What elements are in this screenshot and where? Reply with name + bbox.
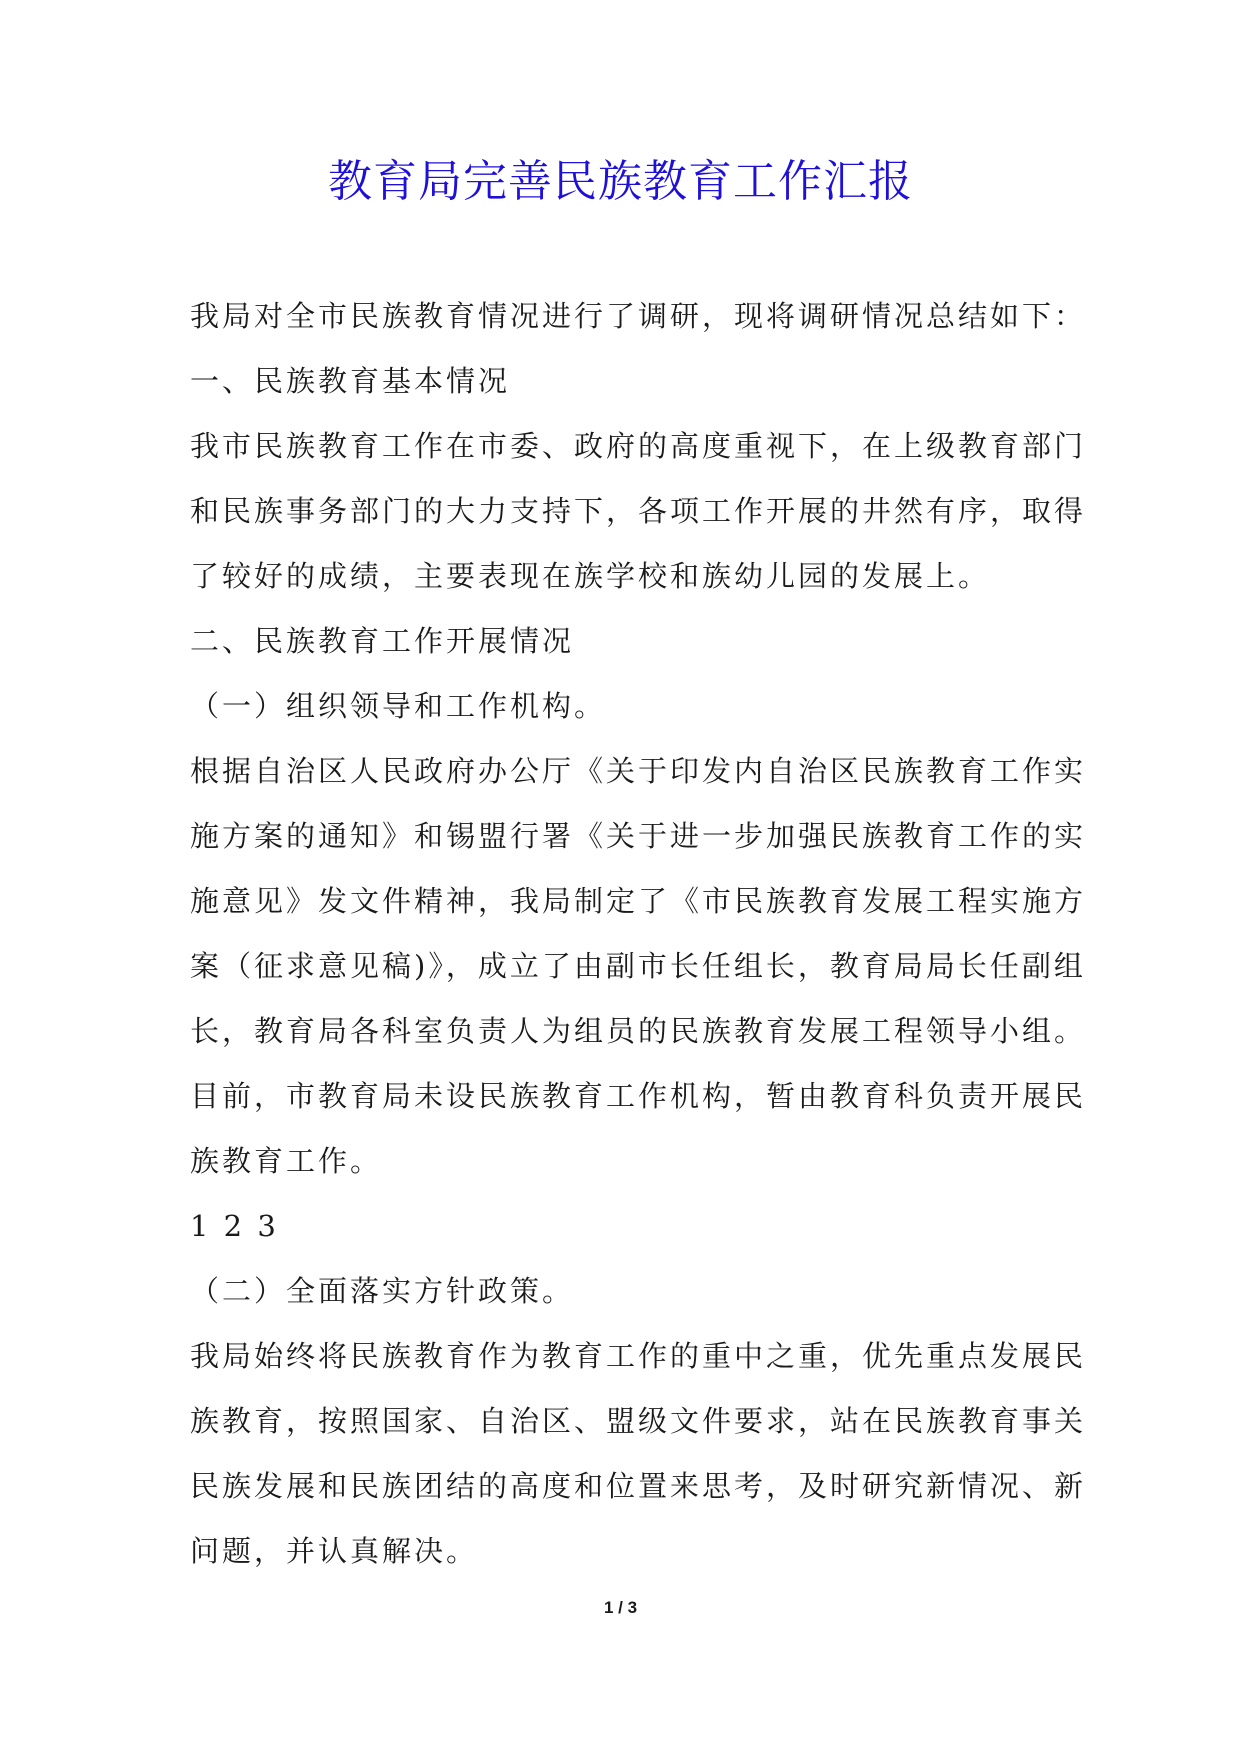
paragraph-line: 我局对全市民族教育情况进行了调研，现将调研情况总结如下： (190, 299, 1087, 333)
paragraph-line: 问题，并认真解决。 (190, 1534, 479, 1568)
paragraph-line: 了较好的成绩，主要表现在族学校和族幼儿园的发展上。 (190, 559, 991, 593)
document-body (190, 284, 1087, 1584)
document-title: 教育局完善民族教育工作汇报 (328, 156, 913, 207)
section-heading: 二、民族教育工作开展情况 (190, 624, 575, 658)
paragraph-line: 目前，市教育局未设民族教育工作机构，暂由教育科负责开展民 (190, 1079, 1087, 1113)
subsection-heading: （一）组织领导和工作机构。 (190, 689, 607, 723)
subsection-heading: （二）全面落实方针政策。 (190, 1274, 575, 1308)
paragraph-line: 我市民族教育工作在市委、政府的高度重视下，在上级教育部门 (190, 429, 1087, 463)
paragraph-line: 施方案的通知》和锡盟行署《关于进一步加强民族教育工作的实 (190, 819, 1087, 853)
paragraph-line: 族教育工作。 (190, 1144, 383, 1178)
paragraph-line: 施意见》发文件精神，我局制定了《市民族教育发展工程实施方 (190, 884, 1087, 918)
paragraph-line: 长，教育局各科室负责人为组员的民族教育发展工程领导小组。 (190, 1014, 1087, 1048)
page-indicator: 1 / 3 (603, 1598, 638, 1617)
paragraph-line: 族教育，按照国家、自治区、盟级文件要求，站在民族教育事关 (190, 1404, 1087, 1438)
section-heading: 一、民族教育基本情况 (190, 364, 511, 398)
paragraph-line: 我局始终将民族教育作为教育工作的重中之重，优先重点发展民 (190, 1339, 1087, 1373)
paragraph-line: 案（征求意见稿)》，成立了由副市长任组长，教育局局长任副组 (190, 949, 1086, 983)
paragraph-line: 民族发展和民族团结的高度和位置来思考，及时研究新情况、新 (190, 1469, 1087, 1503)
paragraph-line: 根据自治区人民政府办公厅《关于印发内自治区民族教育工作实 (190, 754, 1087, 788)
paragraph-line: 和民族事务部门的大力支持下，各项工作开展的井然有序，取得 (190, 494, 1087, 528)
page-numbers-text: 1 2 3 (190, 1209, 279, 1243)
